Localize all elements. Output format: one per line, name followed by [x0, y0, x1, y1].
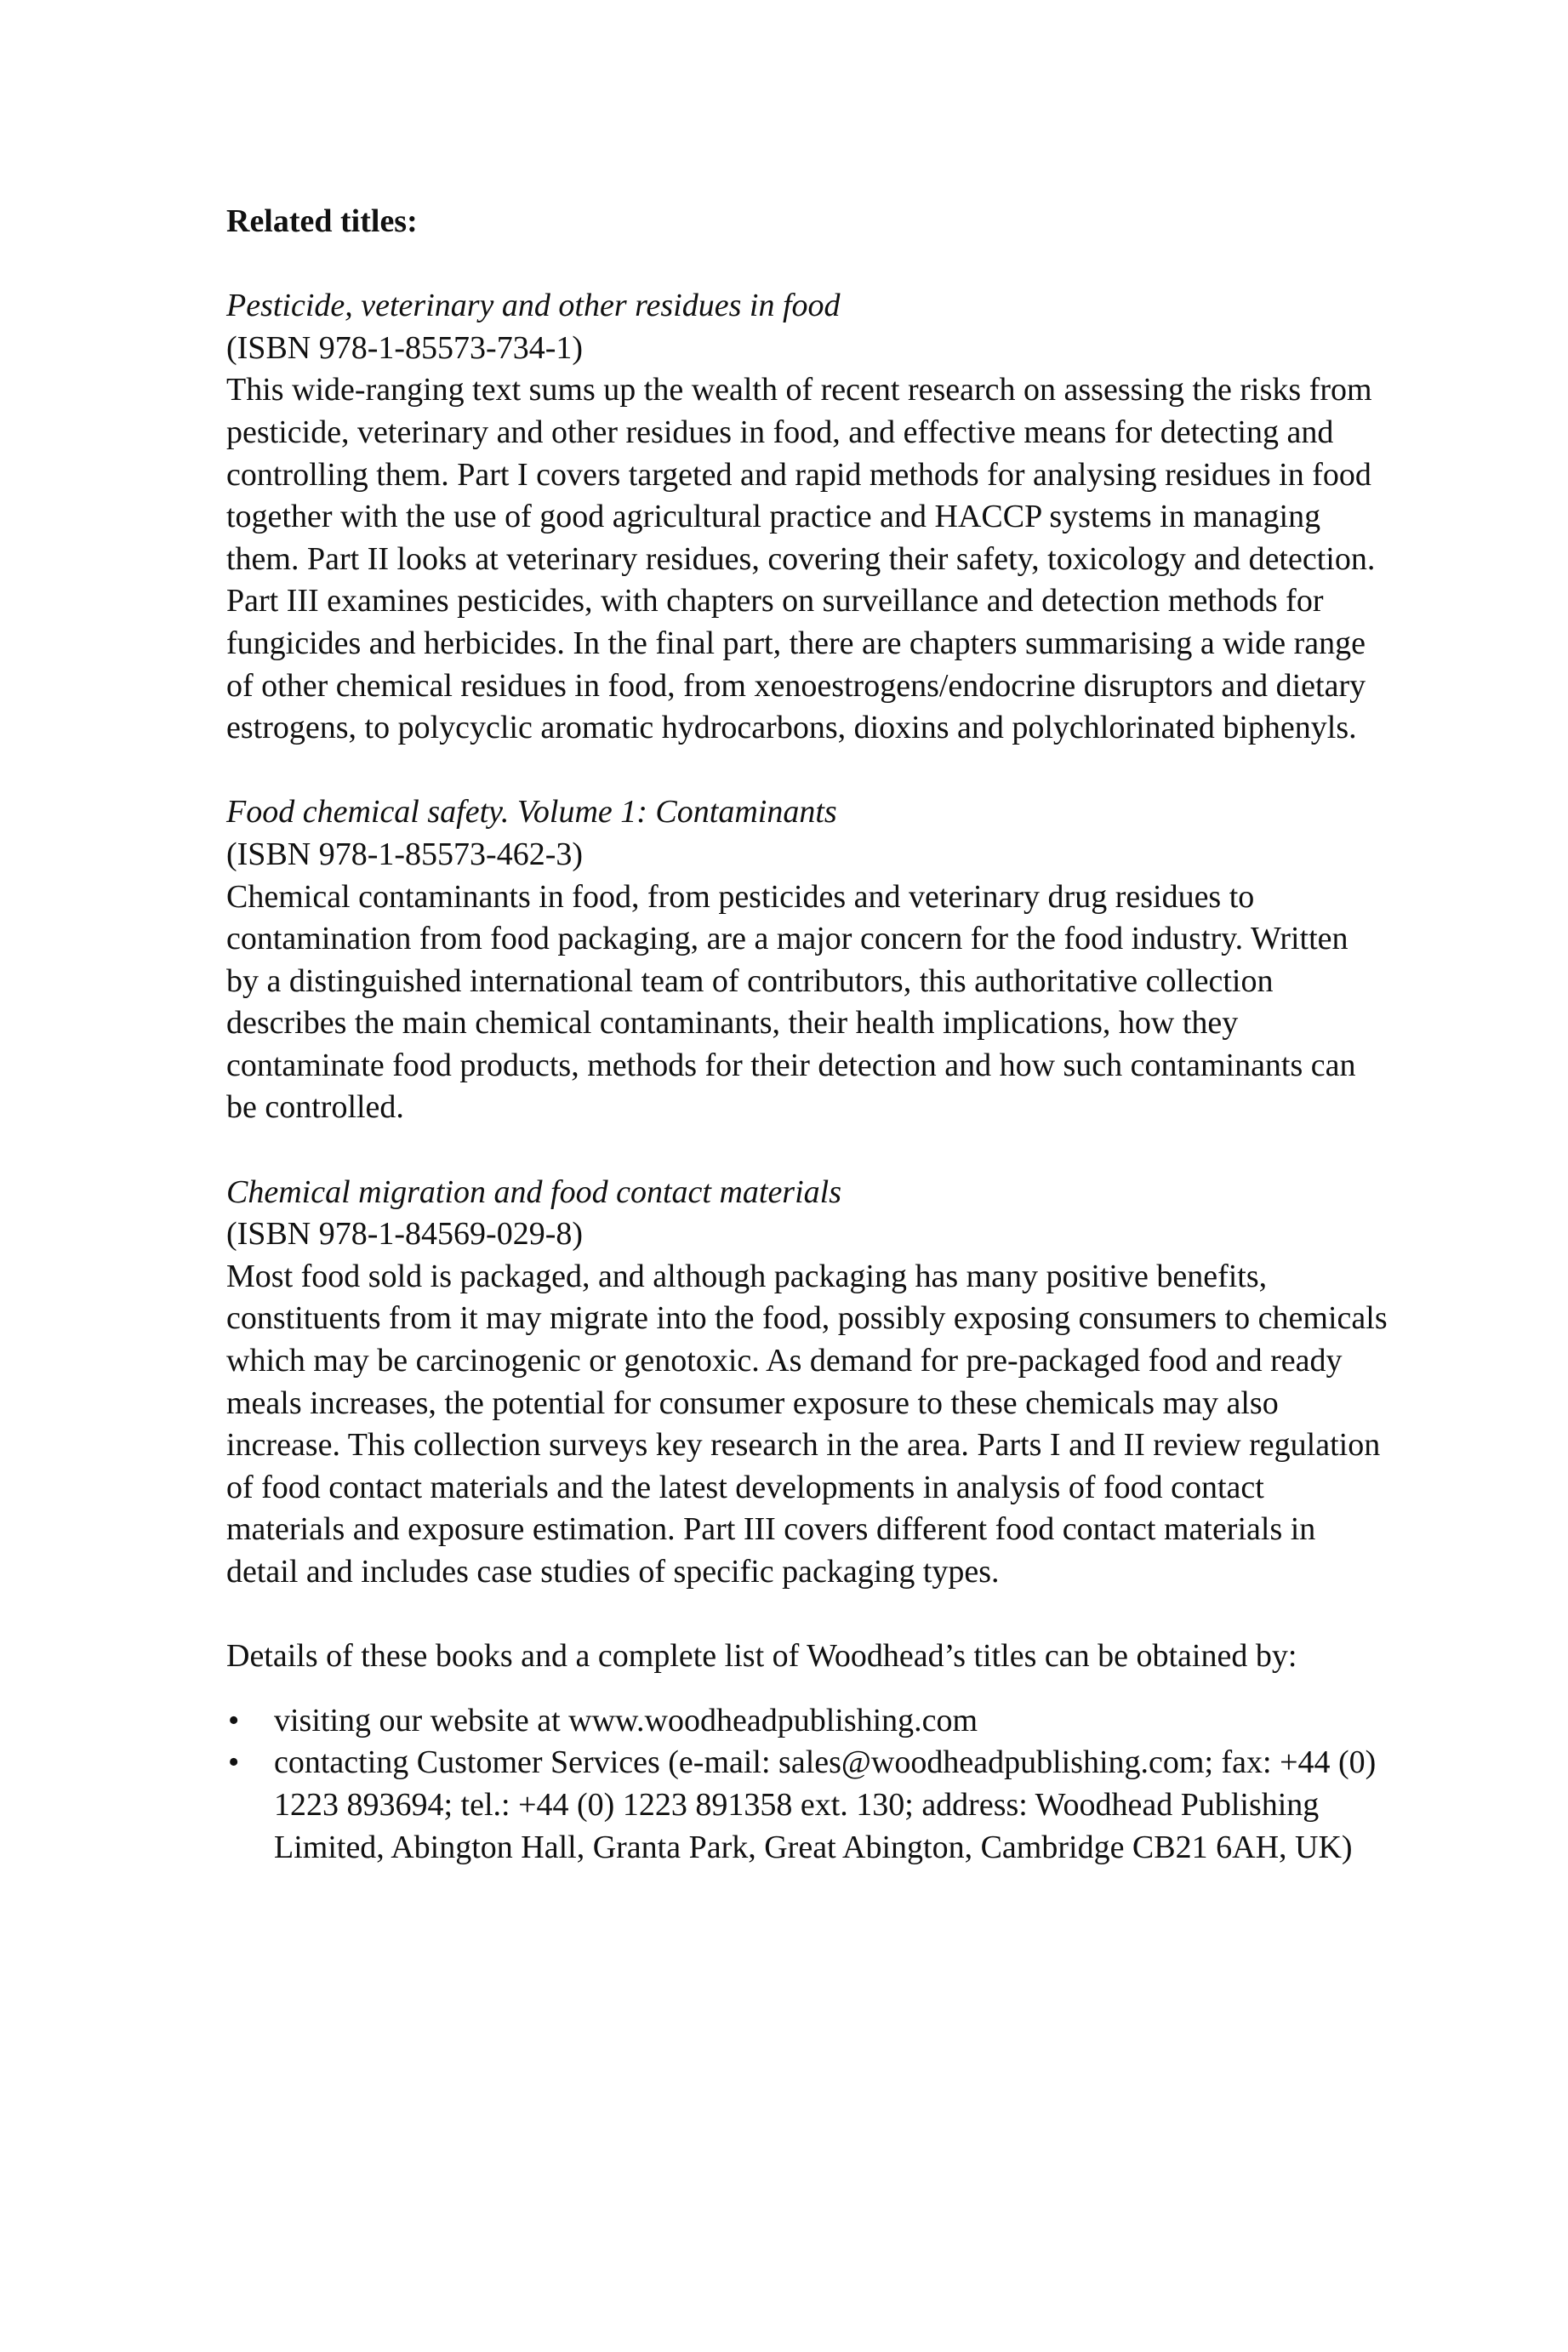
book-title: Food chemical safety. Volume 1: Contaminants: [226, 794, 837, 831]
bullet-icon: •: [228, 1702, 240, 1738]
list-item: [226, 1700, 1388, 1743]
book-title: Pesticide, veterinary and other residues in food: [226, 288, 841, 324]
book-title: Chemical migration and food contact materials: [226, 1173, 842, 1210]
ordering-details: Details of these books and a complete list of Woodhead’s titles can be obtained by:: [226, 1638, 1297, 1675]
related-title-entry: [226, 1172, 1388, 1594]
list-item-text: contacting Customer Services (e-mail: sales@woodheadpublishing.com; fax: +44 (0) 1223 893694; tel.: +44 (0) 1223 891358 ext. 130; address: Woodhead Publishing Limited, Abington Hall, Granta Park, Great Abington, Cambridge CB21 6AH, UK): [274, 1744, 1377, 1865]
book-isbn: (ISBN 978-1-85573-734-1): [226, 329, 584, 366]
book-isbn: (ISBN 978-1-84569-029-8): [226, 1216, 584, 1253]
list-item-text: visiting our website at www.woodheadpublishing.com: [274, 1702, 978, 1738]
related-title-entry: [226, 791, 1388, 1129]
page-content: [226, 201, 1388, 1869]
book-description: Most food sold is packaged, and although packaging has many positive benefits, constituents from it may migrate into the food, possibly exposing consumers to chemicals which may be carcinogenic or genotoxic. As demand for pre-packaged food and ready meals increases, the potential for consumer exposure to these chemicals may also increase. This collection surveys key research in the area. Parts I and II review regulation of food contact materials and the latest developments in analysis of food contact materials and exposure estimation. Part III covers different food contact materials in detail and includes case studies of specific packaging types.: [226, 1258, 1388, 1590]
page-heading: Related titles:: [226, 203, 418, 239]
bullet-icon: •: [228, 1744, 240, 1781]
book-isbn: (ISBN 978-1-85573-462-3): [226, 836, 584, 872]
book-description: Chemical contaminants in food, from pesticides and veterinary drug residues to contamination from food packaging, are a major concern for the food industry. Written by a distinguished international team of contributors, this authoritative collection describes the main chemical contaminants, their health implications, how they contaminate food products, methods for their detection and how such contaminants can be controlled.: [226, 878, 1356, 1126]
contact-list: [226, 1700, 1388, 1869]
list-item: [226, 1742, 1388, 1869]
related-title-entry: [226, 285, 1388, 750]
book-description: This wide-ranging text sums up the wealth of recent research on assessing the risks from pesticide, veterinary and other residues in food, and effective means for detecting and controlling them. Part I covers targeted and rapid methods for analysing residues in food together with the use of good agricultural practice and HACCP systems in managing them. Part II looks at veterinary residues, covering their safety, toxicology and detection. Part III examines pesticides, with chapters on surveillance and detection methods for fungicides and herbicides. In the final part, there are chapters summarising a wide range of other chemical residues in food, from xenoestrogens/endocrine disruptors and dietary estrogens, to polycyclic aromatic hydrocarbons, dioxins and polychlorinated biphenyls.: [226, 372, 1376, 746]
